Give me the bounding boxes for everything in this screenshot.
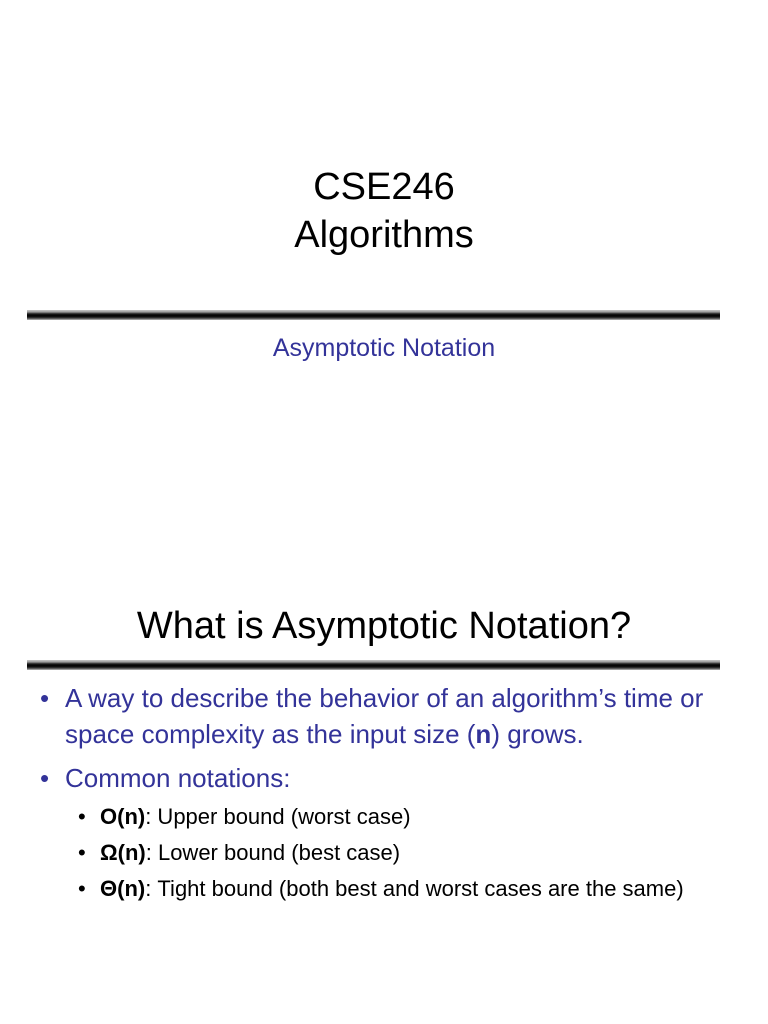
bullet-item [40, 680, 715, 752]
course-code: CSE246 [313, 166, 455, 208]
slide-subtitle: Asymptotic Notation [272, 334, 496, 362]
divider-rule [27, 310, 720, 320]
divider-rule [27, 660, 720, 670]
sub-bullet-item [78, 802, 720, 832]
bullet-icon: • [78, 876, 86, 901]
bullet-icon: • [78, 804, 86, 829]
sub-bullet-item [78, 874, 720, 904]
bullet-icon: • [40, 763, 50, 793]
bullet-list [0, 680, 768, 904]
notation-symbol: O(n) [100, 804, 146, 829]
slide-heading: What is Asymptotic Notation? [136, 605, 632, 647]
bullet-text: Common notations: [65, 763, 291, 793]
notation-symbol: Ω(n) [100, 840, 146, 865]
sub-bullet-item [78, 838, 720, 868]
bullet-icon: • [40, 683, 50, 713]
bullet-item [40, 760, 715, 796]
bullet-text: A way to describe the behavior of an algorithm’s time or space complexity as the input size ( [65, 683, 704, 749]
sub-bullet-list [0, 802, 768, 904]
slide-title [0, 163, 768, 259]
notation-description: : Lower bound (best case) [145, 840, 401, 865]
notation-symbol: Θ(n) [100, 876, 146, 901]
bullet-icon: • [78, 840, 86, 865]
course-name: Algorithms [294, 214, 474, 256]
content-slide [0, 560, 768, 1024]
notation-description: : Tight bound (both best and worst cases are the same) [145, 876, 684, 901]
notation-description: : Upper bound (worst case) [145, 804, 411, 829]
bullet-bold: n [475, 719, 492, 749]
bullet-text: ) grows. [491, 719, 584, 749]
